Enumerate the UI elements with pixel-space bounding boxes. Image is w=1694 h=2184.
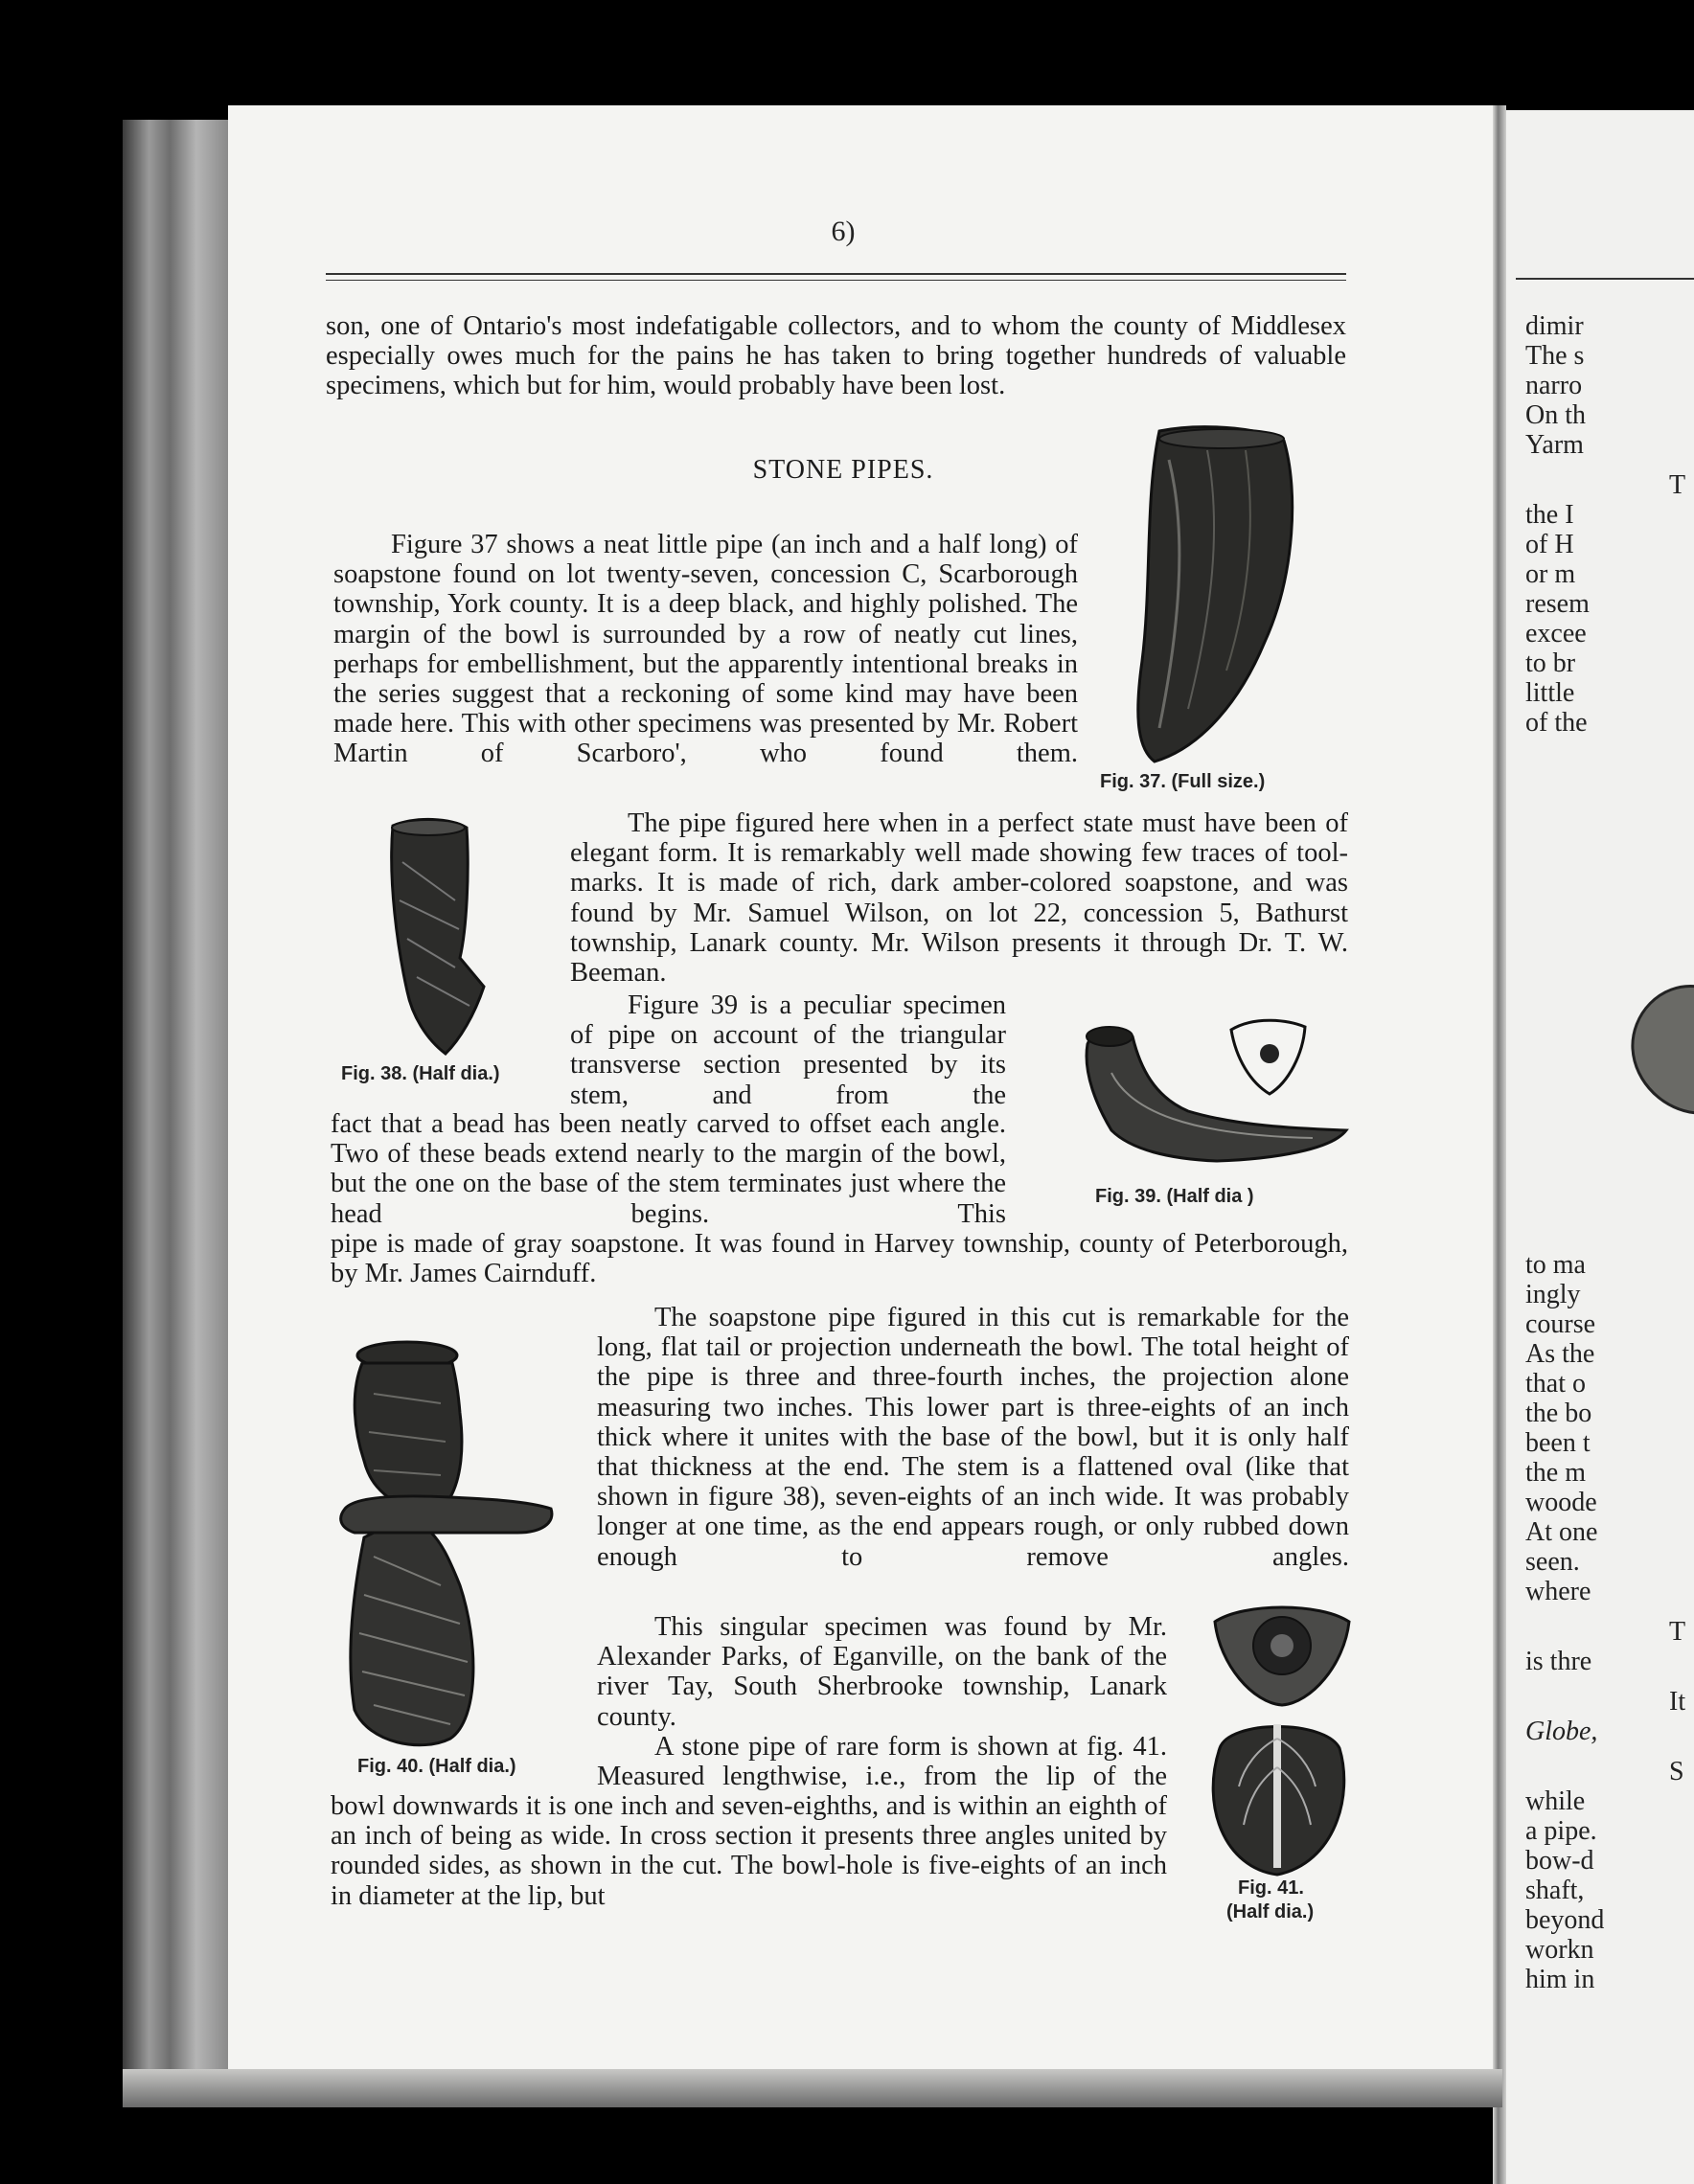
- paragraph-fig41-part2: bowl downwards it is one inch and seven-eighths, and is within an eighth of an inch of being as wide. In cross section it presents three angles united by rounded sides, as shown in the cut. The bowl-hole is five-eights of an inch in diameter at the lip, but: [331, 1791, 1167, 1911]
- facing-text-line: T: [1669, 470, 1686, 500]
- facing-text-line: a pipe.: [1525, 1816, 1597, 1846]
- facing-text-line: ingly: [1525, 1280, 1581, 1309]
- paragraph-fig37: Figure 37 shows a neat little pipe (an inch and a half long) of soapstone found on lot twenty-seven, concession C, Scarborough township, York county. It is a deep black, and highly polished. The margin of the bowl is surrounded by a row of neatly cut lines, perhaps for embellishment, but the apparently intentional breaks in the series suggest that a reckoning of some kind may have been made here. This with other specimens was presented by Mr. Robert Martin of Scarboro', who found them.: [333, 530, 1078, 769]
- facing-text-line: course: [1525, 1309, 1596, 1339]
- fig37-pipe-image: [1131, 421, 1313, 771]
- facing-text-line: At one: [1525, 1517, 1598, 1547]
- facing-text-line: him in: [1525, 1965, 1595, 1994]
- facing-text-line: excee: [1525, 619, 1587, 648]
- facing-text-line: while: [1525, 1786, 1586, 1816]
- facing-text-line: narro: [1525, 371, 1583, 400]
- paragraph-fig38: The pipe figured here when in a perfect state must have been of elegant form. It is remarkably well made showing few traces of tool-marks. It is made of rich, dark amber-colored soapstone, and was found by Mr. Samuel Wilson, on lot 22, concession 5, Bathurst township, Lanark county. Mr. Wilson presents it through Dr. T. W. Beeman.: [570, 808, 1348, 989]
- fig41-top-view-image: [1205, 1598, 1359, 1713]
- facing-text-line: the m: [1525, 1458, 1586, 1488]
- fig40-pipe-image: [335, 1336, 565, 1758]
- facing-text-line: of the: [1525, 708, 1588, 738]
- facing-text-line: beyond: [1525, 1905, 1605, 1935]
- facing-text-line: S: [1669, 1757, 1684, 1786]
- fig41-caption-line1: Fig. 41.: [1238, 1877, 1304, 1899]
- facing-text-line: bow-d: [1525, 1846, 1594, 1876]
- page-number: 6): [831, 216, 856, 247]
- paragraph-fig41-part1: A stone pipe of rare form is shown at fig. 41. Measured lengthwise, i.e., from the lip of the: [597, 1732, 1167, 1792]
- paragraph-fig40-part1: The soapstone pipe figured in this cut is remarkable for the long, flat tail or projection underneath the bowl. The total height of the pipe is three and three-fourth inches, the projection alone measuring two inches. This lower part is three-eights of an inch thick where it unites with the base of the bowl, but it is only half that thickness at the end. The stem is a flattened oval (like that shown in figure 38), seven-eights of an inch wide. It was probably longer at one time, as the end appears rough, or only rubbed down enough to remove angles.: [597, 1303, 1349, 1572]
- fig39-pipe-image: [1073, 1015, 1351, 1178]
- facing-text-line: Globe,: [1525, 1717, 1598, 1746]
- facing-text-line: seen.: [1525, 1547, 1580, 1577]
- fig38-pipe-image: [378, 814, 498, 1058]
- facing-text-line: or m: [1525, 559, 1576, 589]
- fig38-caption: Fig. 38. (Half dia.): [341, 1063, 500, 1084]
- paragraph-fig39-part2: fact that a bead has been neatly carved to offset each angle. Two of these beads extend nearly to the margin of the bowl, but the one on the base of the stem terminates just where the head begins. This: [331, 1109, 1006, 1229]
- book-edge: [123, 120, 228, 2093]
- facing-text-line: the bo: [1525, 1399, 1592, 1428]
- paragraph-fig40-part2: This singular specimen was found by Mr. Alexander Parks, of Eganville, on the bank of the river Tay, South Sherbrooke township, Lanark county.: [597, 1612, 1167, 1732]
- header-rule: [326, 273, 1346, 275]
- facing-text-line: resem: [1525, 589, 1590, 619]
- facing-text-line: to ma: [1525, 1250, 1586, 1280]
- facing-text-line: the I: [1525, 500, 1574, 530]
- header-rule-thin: [326, 280, 1346, 281]
- fig41-caption-line2: (Half dia.): [1226, 1901, 1315, 1922]
- facing-page: [1506, 110, 1694, 2184]
- facing-text-line: that o: [1525, 1369, 1586, 1399]
- facing-page-rule: [1516, 278, 1694, 280]
- facing-text-line: dimir: [1525, 311, 1584, 341]
- facing-text-line: shaft,: [1525, 1876, 1585, 1905]
- facing-text-line: of H: [1525, 530, 1574, 559]
- facing-text-line: been t: [1525, 1428, 1591, 1458]
- facing-text-line: woode: [1525, 1488, 1597, 1517]
- facing-text-line: workn: [1525, 1935, 1594, 1965]
- facing-text-line: is thre: [1525, 1647, 1592, 1676]
- facing-text-line: The s: [1525, 341, 1585, 371]
- facing-text-line: where: [1525, 1577, 1591, 1606]
- intro-paragraph: son, one of Ontario's most indefatigable collectors, and to whom the county of Middlesex especially owes much for the pains he has taken to bring together hundreds of valuable specimens, which but for him, would probably have been lost.: [326, 311, 1346, 401]
- paragraph-fig39-part1: Figure 39 is a peculiar specimen of pipe on account of the triangular transverse section presented by its stem, and from the: [570, 990, 1006, 1110]
- facing-text-line: On th: [1525, 400, 1586, 430]
- paragraph-fig39-part3: pipe is made of gray soapstone. It was found in Harvey township, county of Peterborough, by Mr. James Cairnduff.: [331, 1229, 1348, 1289]
- facing-text-line: It: [1669, 1687, 1686, 1717]
- facing-text-line: to br: [1525, 648, 1576, 678]
- facing-figure-fragment: [1621, 977, 1694, 1121]
- fig40-caption: Fig. 40. (Half dia.): [357, 1756, 516, 1777]
- facing-text-line: As the: [1525, 1339, 1595, 1369]
- facing-text-line: Yarm: [1525, 430, 1584, 460]
- fig39-caption: Fig. 39. (Half dia ): [1095, 1186, 1254, 1207]
- facing-text-line: T: [1669, 1617, 1686, 1647]
- fig37-caption: Fig. 37. (Full size.): [1100, 771, 1266, 792]
- facing-text-line: little: [1525, 678, 1575, 708]
- fig41-side-view-image: [1201, 1710, 1354, 1882]
- page-bottom-edge: [123, 2069, 1502, 2107]
- book-gutter: [1493, 105, 1506, 2184]
- section-heading: STONE PIPES.: [752, 455, 934, 485]
